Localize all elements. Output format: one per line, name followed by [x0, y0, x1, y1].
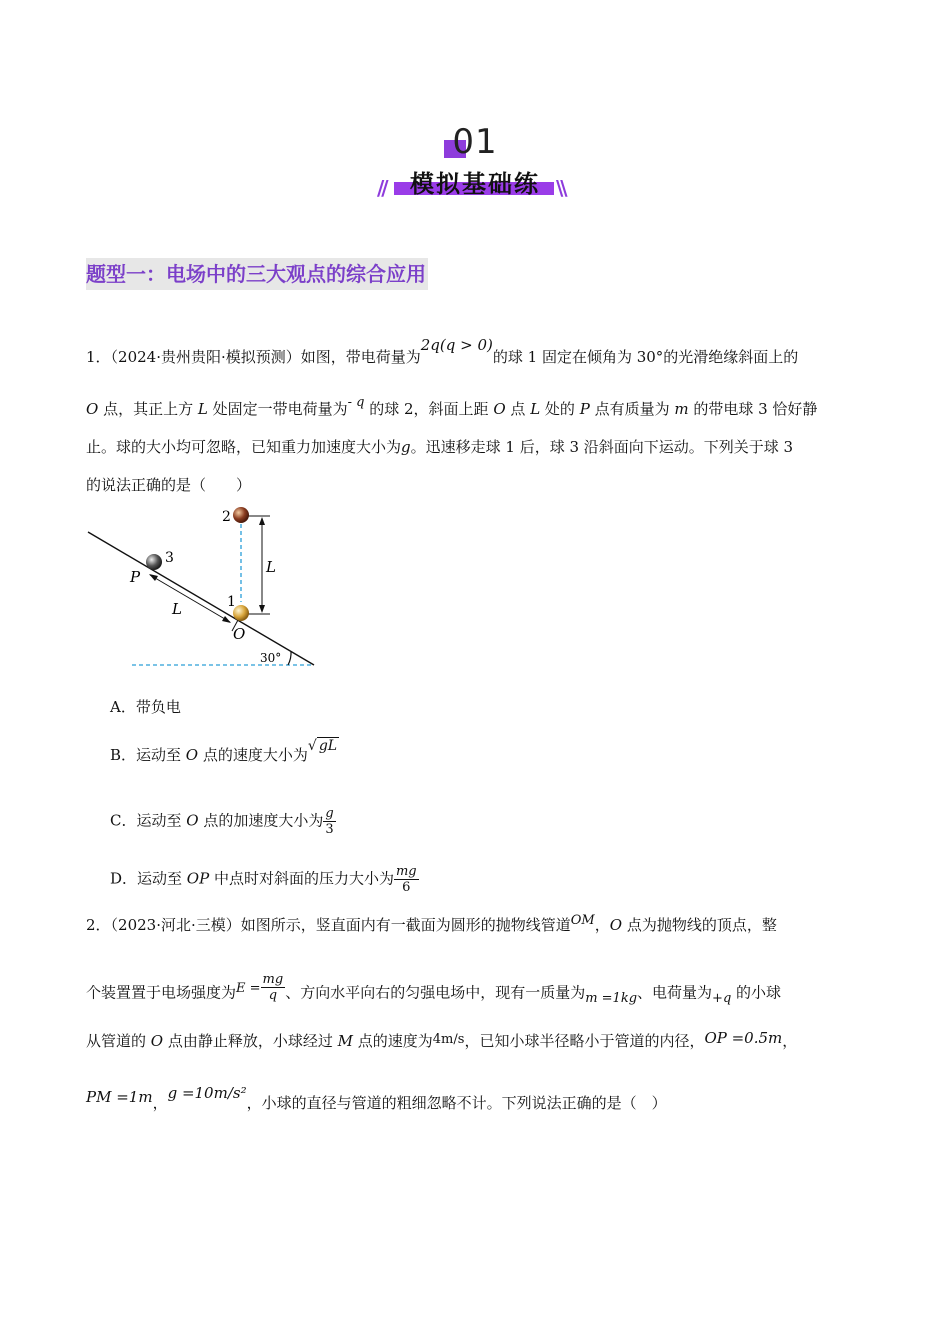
label-P: P [130, 568, 141, 586]
q1-line-2: O 点，其正上方 L 处固定一带电荷量为- q 的球 2，斜面上距 O 点 L 处的 P 点有质量为 m 的带电球 3 恰好静 [86, 395, 818, 418]
q2-line-4: PM =1m，g =10m/s²，小球的直径与管道的粗细忽略不计。下列说法正确的是（ ） [86, 1084, 667, 1112]
fraction-mg-6: $\frac{mg}{6}$ [395, 864, 417, 895]
angle-arc [288, 651, 291, 665]
angle-label: 30° [260, 651, 282, 665]
fraction-mg-q: $\frac{mg}{q}$ [262, 972, 284, 1003]
right-slash-decoration: \\ [556, 176, 565, 200]
ball-2 [233, 507, 249, 523]
q1-option-a: A．带负电 [110, 698, 181, 716]
label-2: 2 [222, 509, 231, 525]
q2-line-3: 从管道的 O 点由静止释放，小球经过 M 点的速度为4m/s，已知小球半径略小于管道的内径，OP =0.5m， [86, 1029, 798, 1050]
incline-line [88, 532, 314, 665]
left-slash-decoration: // [377, 176, 386, 200]
section-heading: 题型一：电场中的三大观点的综合应用 [86, 258, 428, 290]
q1-option-d: D．运动至 OP 中点时对斜面的压力大小为 $\frac{mg}{6}$ [110, 864, 417, 895]
label-1: 1 [227, 594, 236, 610]
label-L-right: L [266, 558, 276, 576]
q1-option-c: C．运动至 O 点的加速度大小为 $\frac{g}{3}$ [110, 806, 334, 837]
label-L-left: L [172, 600, 182, 618]
header-number: 01 [452, 122, 498, 162]
fraction-g-3: $\frac{g}{3}$ [325, 806, 334, 837]
ball-3 [146, 554, 162, 570]
sqrt-expression: √ gL [307, 738, 338, 754]
q1-line-4: 的说法正确的是（ ） [86, 476, 252, 494]
header-title: 模拟基础练 [410, 170, 540, 198]
q1-line-3: 止。球的大小均可忽略，已知重力加速度大小为g。迅速移走球 1 后，球 3 沿斜面向下运动。下列关于球 3 [86, 438, 794, 456]
q1-figure [80, 500, 330, 675]
q1-line-1: 1．（2024·贵州贵阳·模拟预测）如图，带电荷量为2q(q > 0)的球 1 固定在倾角为 30°的光滑绝缘斜面上的 [86, 336, 799, 366]
label-3: 3 [165, 550, 174, 566]
q2-line-1: 2．（2023·河北·三模）如图所示，竖直面内有一截面为圆形的抛物线管道OM，O 点为抛物线的顶点，整 [86, 913, 777, 934]
dimension-arrow-incline [150, 575, 230, 622]
q1-option-b: B．运动至 O 点的速度大小为√ gL [110, 744, 339, 767]
label-O: O [233, 625, 246, 643]
q2-line-2: 个装置置于电场强度为E = $\frac{mg}{q}$ 、方向水平向右的匀强电场中，现有一质量为m =1kg、电荷量为+q 的小球 [86, 972, 782, 1006]
